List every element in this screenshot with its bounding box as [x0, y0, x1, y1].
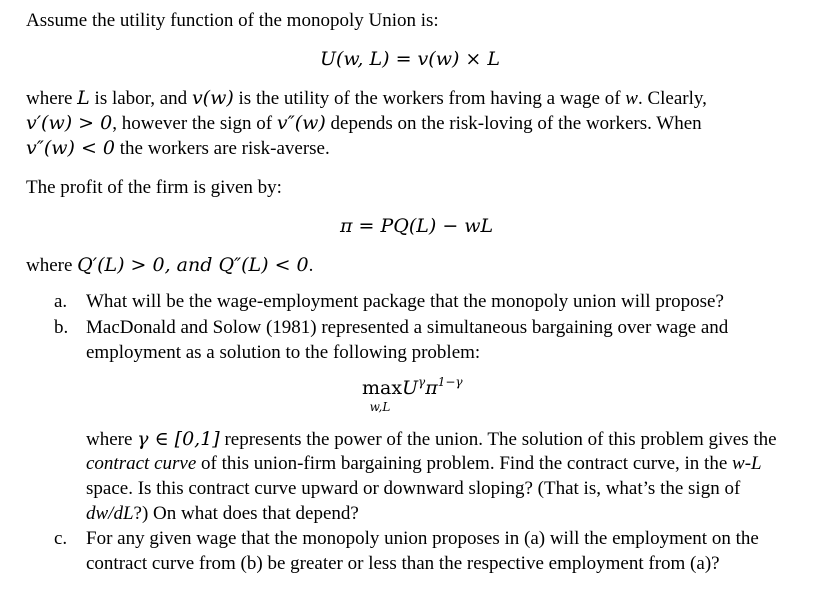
intro-line: Assume the utility function of the monopoly Union is:: [26, 10, 439, 31]
text: .: [308, 255, 314, 276]
intro-paragraph-line-1: [26, 86, 707, 111]
utility-equation: U(w, L) = v(w) × L: [320, 48, 500, 70]
question-b-where-line-1: [86, 427, 777, 452]
text: , however the sign of: [112, 113, 277, 134]
max-objective: [402, 376, 463, 400]
italic-contract-curve: contract curve: [86, 453, 197, 474]
intro-paragraph-line-2: [26, 111, 702, 136]
max-subscript: w,L: [369, 400, 391, 414]
profit-equation: π = PQ(L) − wL: [340, 215, 494, 237]
profit-conditions: [26, 253, 313, 278]
math-L: L: [77, 87, 90, 109]
question-b-where-line-4: [86, 502, 359, 526]
exp-gamma: γ: [418, 375, 426, 389]
italic-dw-dl: dw/dL: [86, 503, 134, 524]
text: where: [26, 88, 78, 109]
text: . Clearly,: [637, 88, 707, 109]
text: where: [86, 429, 138, 450]
question-b-where-line-2: [86, 452, 762, 476]
max-operator: [362, 376, 403, 414]
question-a-marker: a.: [54, 291, 68, 312]
max-text: max: [362, 377, 403, 399]
text: the workers are risk-averse.: [115, 138, 330, 159]
text: represents the power of the union. The solution of this problem gives the: [219, 429, 777, 450]
italic-w-L: w-L: [732, 453, 762, 474]
question-c-line-1: For any given wage that the monopoly union proposes in (a) will the employment on the: [86, 528, 759, 549]
base-U: U: [402, 377, 419, 399]
question-b-line-2: employment as a solution to the following problem:: [86, 342, 481, 363]
intro-paragraph-line-3: [26, 136, 330, 161]
question-a-text: What will be the wage-employment package that the monopoly union will propose?: [86, 291, 724, 312]
text: of this union-firm bargaining problem. Find the contract curve, in the: [196, 453, 733, 474]
italic-w: w: [625, 88, 638, 109]
text: is the utility of the workers from having a wage of: [233, 88, 626, 109]
math-vdoubleprime: v″(w): [276, 112, 326, 134]
question-b-line-1: MacDonald and Solow (1981) represented a simultaneous bargaining over wage and: [86, 317, 729, 338]
exp-one-minus-gamma: 1−γ: [437, 375, 463, 389]
question-b-where-line-3: space. Is this contract curve upward or downward sloping? (That is, what’s the sign of: [86, 478, 741, 499]
math-vw: v(w): [191, 87, 234, 109]
profit-line: The profit of the firm is given by:: [26, 177, 282, 198]
math-conditions: Q′(L) > 0, and Q″(L) < 0: [77, 254, 309, 276]
text: is labor, and: [89, 88, 192, 109]
math-vdoubleprime-neg: v″(w) < 0: [26, 137, 116, 159]
base-pi: π: [425, 377, 438, 399]
text: where: [26, 255, 78, 276]
math-vprime: v′(w) > 0: [26, 112, 113, 134]
math-gamma-range: γ ∈ [0,1]: [137, 428, 220, 450]
question-c-line-2: contract curve from (b) be greater or less than the respective employment from (a)?: [86, 553, 720, 574]
question-c-marker: c.: [54, 528, 68, 549]
text: depends on the risk-loving of the workers. When: [325, 113, 702, 134]
question-b-marker: b.: [54, 317, 69, 338]
text: ?) On what does that depend?: [133, 503, 359, 524]
